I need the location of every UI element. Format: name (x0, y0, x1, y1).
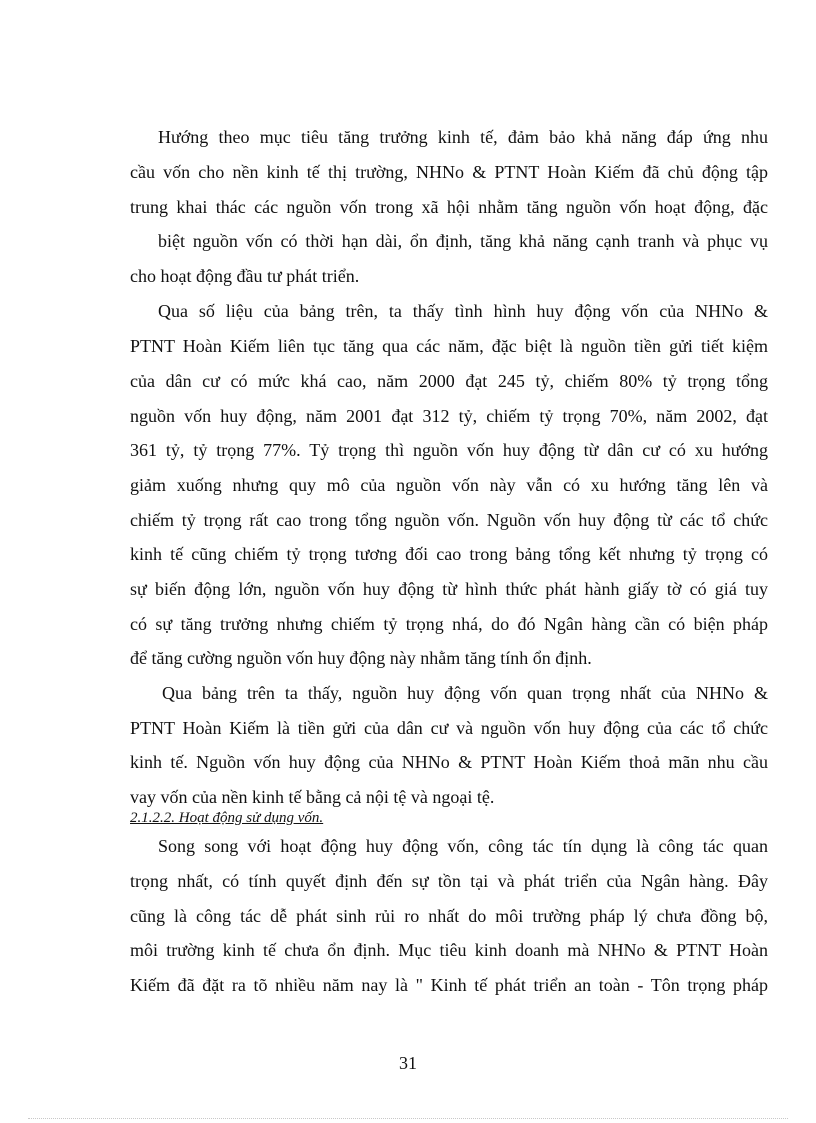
section-heading: 2.1.2.2. Hoạt động sử dụng vốn. (130, 810, 324, 826)
paragraph-4-line-3: cũng là công tác dễ phát sinh rủi ro nhất do môi trường pháp lý chưa đồng bộ, (130, 906, 768, 926)
paragraph-2-line-9: sự biến động lớn, nguồn vốn huy động từ hình thức phát hành giấy tờ có giá tuy (130, 579, 768, 599)
paragraph-4-line-5: Kiếm đã đặt ra tõ nhiều năm nay là " Kinh tế phát triển an toàn - Tôn trọng pháp (130, 975, 768, 995)
paragraph-3-line-1: Qua bảng trên ta thấy, nguồn huy động vốn quan trọng nhất của NHNo & (162, 683, 768, 703)
paragraph-3-line-4: vay vốn của nền kinh tế bằng cả nội tệ và ngoại tệ. (130, 787, 495, 807)
page-number: 31 (399, 1053, 417, 1073)
paragraph-2-line-5: 361 tỷ, tỷ trọng 77%. Tỷ trọng thì nguồn vốn huy động từ dân cư có xu hướng (130, 440, 768, 460)
paragraph-4-line-4: môi trường kinh tế chưa ổn định. Mục tiêu kinh doanh mà NHNo & PTNT Hoàn (130, 940, 768, 960)
paragraph-2-line-6: giảm xuống nhưng quy mô của nguồn vốn này vẫn có xu hướng tăng lên và (130, 475, 768, 495)
footer-divider (28, 1118, 788, 1119)
paragraph-2-line-4: nguồn vốn huy động, năm 2001 đạt 312 tỷ, chiếm tỷ trọng 70%, năm 2002, đạt (130, 406, 768, 426)
paragraph-2-line-11: để tăng cường nguồn vốn huy động này nhằm tăng tính ổn định. (130, 648, 592, 668)
paragraph-1-line-1: Hướng theo mục tiêu tăng trưởng kinh tế, đảm bảo khả năng đáp ứng nhu (158, 127, 768, 147)
paragraph-1-line-2: cầu vốn cho nền kinh tế thị trường, NHNo & PTNT Hoàn Kiếm đã chủ động tập (130, 162, 768, 182)
paragraph-2-line-3: của dân cư có mức khá cao, năm 2000 đạt 245 tỷ, chiếm 80% tỷ trọng tổng (130, 371, 768, 391)
paragraph-4-line-1: Song song với hoạt động huy động vốn, công tác tín dụng là công tác quan (158, 836, 768, 856)
paragraph-2-line-10: có sự tăng trưởng nhưng chiếm tỷ trọng nhá, do đó Ngân hàng cần có biện pháp (130, 614, 768, 634)
paragraph-2-line-2: PTNT Hoàn Kiếm liên tục tăng qua các năm, đặc biệt là nguồn tiền gửi tiết kiệm (130, 336, 768, 356)
paragraph-3-line-2: PTNT Hoàn Kiếm là tiền gửi của dân cư và nguồn vốn huy động của các tổ chức (130, 718, 768, 738)
paragraph-3-line-3: kinh tế. Nguồn vốn huy động của NHNo & PTNT Hoàn Kiếm thoả mãn nhu cầu (130, 752, 768, 772)
paragraph-4-line-2: trọng nhất, có tính quyết định đến sự tồn tại và phát triển của Ngân hàng. Đây (130, 871, 768, 891)
paragraph-2-line-8: kinh tế cũng chiếm tỷ trọng tương đối cao trong bảng tổng kết nhưng tỷ trọng có (130, 544, 768, 564)
paragraph-1-line-4: biệt nguồn vốn có thời hạn dài, ổn định, tăng khả năng cạnh tranh và phục vụ (158, 231, 768, 251)
paragraph-1-line-5: cho hoạt động đầu tư phát triển. (130, 266, 360, 286)
paragraph-2-line-7: chiếm tỷ trọng rất cao trong tổng nguồn vốn. Nguồn vốn huy động từ các tổ chức (130, 510, 768, 530)
paragraph-2-line-1: Qua số liệu của bảng trên, ta thấy tình hình huy động vốn của NHNo & (158, 301, 768, 321)
paragraph-1-line-3: trung khai thác các nguồn vốn trong xã hội nhằm tăng nguồn vốn hoạt động, đặc (130, 197, 768, 217)
